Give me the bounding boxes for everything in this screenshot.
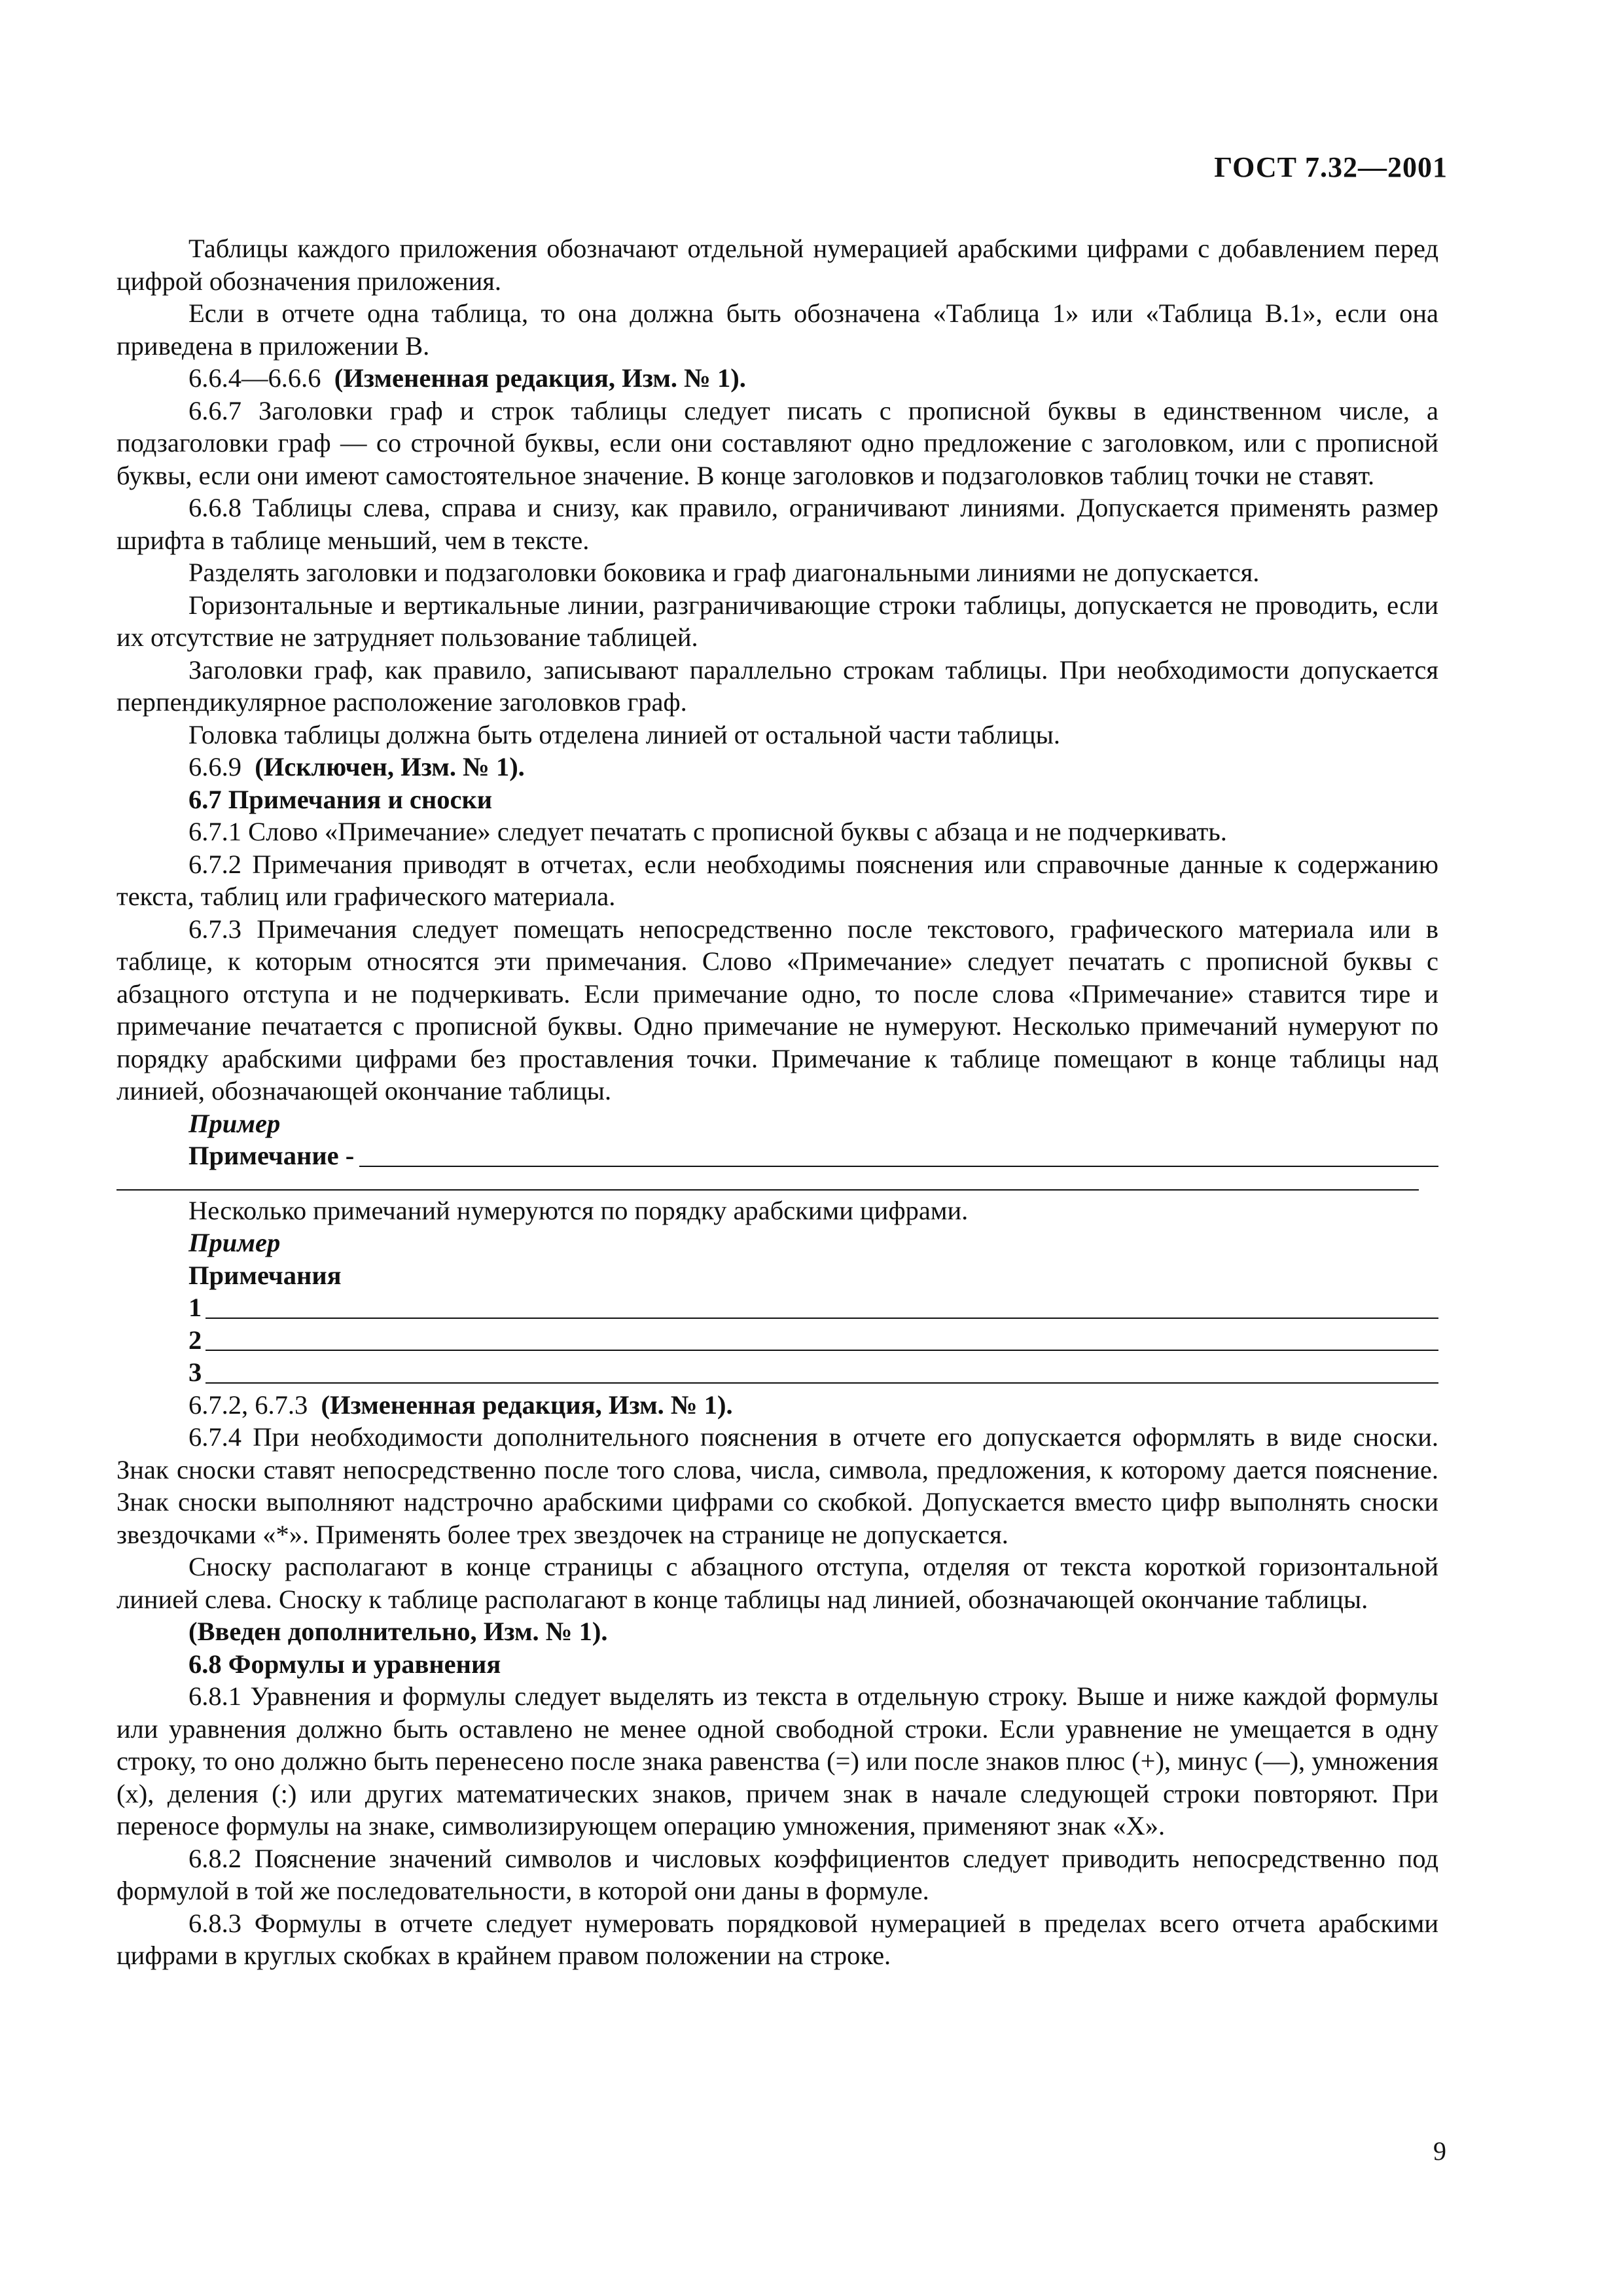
example-label: Пример xyxy=(188,1228,281,1257)
amendment-note: (Введен дополнительно, Изм. № 1). xyxy=(188,1617,608,1646)
note-number: 3 xyxy=(188,1357,202,1387)
note-label: Примечание - xyxy=(188,1141,355,1170)
blank-line xyxy=(205,1357,1438,1384)
document-body xyxy=(116,232,1438,1972)
amendment-note: (Измененная редакция, Изм. № 1). xyxy=(321,1390,733,1420)
clause-number: 6.7.2, 6.7.3 xyxy=(188,1390,308,1420)
blank-line xyxy=(359,1141,1438,1167)
clause-664 xyxy=(116,362,1438,395)
page-number: 9 xyxy=(1433,2136,1446,2166)
blank-line xyxy=(116,1172,1419,1191)
note-number: 2 xyxy=(188,1325,202,1355)
paragraph: Таблицы каждого приложения обозначают отдельной нумерацией арабскими цифрами с добавлением перед цифрой обозначения приложения. xyxy=(116,234,1438,296)
example-note-line xyxy=(116,1139,1438,1172)
clause-672-673 xyxy=(116,1389,1438,1422)
clause-669 xyxy=(116,751,1438,783)
numbered-note-line xyxy=(116,1291,1438,1324)
clause-number: 6.6.9 xyxy=(188,752,241,781)
clause-674: 6.7.4 При необходимости дополнительного пояснения в отчете его допускается оформлять в виде сноски. Знак сноски ставят непосредственно после того слова, числа, символа, предложения, к которому дается пояснение. Знак сноски выполняют надстрочно арабскими цифрами со скобкой. Допускается вместо цифр выполнять сноски звездочками «*». Применять более трех звездочек на странице не допускается. xyxy=(116,1422,1438,1549)
paragraph: Если в отчете одна таблица, то она должна быть обозначена «Таблица 1» или «Таблица В.1», если она приведена в приложении В. xyxy=(116,298,1438,361)
paragraph: Заголовки граф, как правило, записывают параллельно строкам таблицы. При необходимости допускается перпендикулярное расположение заголовков граф. xyxy=(116,655,1438,717)
clause-671: 6.7.1 Слово «Примечание» следует печатать с прописной буквы с абзаца и не подчеркивать. xyxy=(188,817,1227,846)
amendment-note: (Измененная редакция, Изм. № 1). xyxy=(334,363,746,393)
clause-681: 6.8.1 Уравнения и формулы следует выделять из текста в отдельную строку. Выше и ниже каждой формулы или уравнения должно быть оставлено не менее одной свободной строки. Если уравнение не умещается в одну строку, то оно должно быть перенесено после знака равенства (=) или после знаков плюс (+), минус (—), умножения (х), деления (:) или других математических знаков, причем знак в начале следующей строки повторяют. При переносе формулы на знаке, символизирующем операцию умножения, применяют знак «X». xyxy=(116,1681,1438,1840)
paragraph: Несколько примечаний нумеруются по порядку арабскими цифрами. xyxy=(188,1195,969,1225)
clause-667: 6.6.7 Заголовки граф и строк таблицы следует писать с прописной буквы в единственном числе, а подзаголовки граф — со строчной буквы, если они составляют одно предложение с заголовком, или с прописной буквы, если они имеют самостоятельное значение. В конце заголовков и подзаголовков таблиц точки не ставят. xyxy=(116,395,1438,490)
blank-line xyxy=(205,1325,1438,1351)
document-header: ГОСТ 7.32—2001 xyxy=(1214,151,1448,183)
example-label: Пример xyxy=(188,1108,281,1138)
numbered-note-line xyxy=(116,1324,1438,1357)
note-number: 1 xyxy=(188,1293,202,1322)
amendment-note: (Исключен, Изм. № 1). xyxy=(255,752,525,781)
clause-683: 6.8.3 Формулы в отчете следует нумеровать порядковой нумерацией в пределах всего отчета арабскими цифрами в круглых скобках в крайнем правом положении на строке. xyxy=(116,1908,1438,1970)
notes-heading: Примечания xyxy=(188,1260,342,1290)
paragraph: Головка таблицы должна быть отделена линией от остальной части таблицы. xyxy=(188,719,1060,749)
paragraph: Разделять заголовки и подзаголовки боковика и граф диагональными линиями не допускается. xyxy=(188,558,1260,587)
clause-668: 6.6.8 Таблицы слева, справа и снизу, как правило, ограничивают линиями. Допускается применять размер шрифта в таблице меньший, чем в тексте. xyxy=(116,493,1438,555)
section-heading-67: 6.7 Примечания и сноски xyxy=(188,784,493,814)
paragraph: Горизонтальные и вертикальные линии, разграничивающие строки таблицы, допускается не проводить, если их отсутствие не затрудняет пользование таблицей. xyxy=(116,590,1438,652)
clause-682: 6.8.2 Пояснение значений символов и числовых коэффициентов следует приводить непосредственно под формулой в той же последовательности, в которой они даны в формуле. xyxy=(116,1843,1438,1905)
section-heading-68: 6.8 Формулы и уравнения xyxy=(188,1649,501,1679)
paragraph: Сноску располагают в конце страницы с абзацного отступа, отделяя от текста короткой горизонтальной линией слева. Сноску к таблице располагают в конце таблицы над линией, обозначающей окончание таблицы. xyxy=(116,1552,1438,1614)
clause-673: 6.7.3 Примечания следует помещать непосредственно после текстового, графического материала или в таблице, к которым относятся эти примечания. Слово «Примечание» следует печатать с прописной буквы с абзацного отступа и не подчеркивать. Если примечание одно, то после слова «Примечание» ставится тире и примечание печатается с прописной буквы. Одно примечание не нумеруют. Несколько примечаний нумеруют по порядку арабскими цифрами без проставления точки. Примечание к таблице помещают в конце таблицы над линией, обозначающей окончание таблицы. xyxy=(116,914,1438,1105)
clause-number: 6.6.4—6.6.6 xyxy=(188,363,321,393)
numbered-note-line xyxy=(116,1356,1438,1389)
blank-line xyxy=(205,1293,1438,1319)
clause-672: 6.7.2 Примечания приводят в отчетах, если необходимы пояснения или справочные данные к содержанию текста, таблиц или графического материала. xyxy=(116,849,1438,911)
